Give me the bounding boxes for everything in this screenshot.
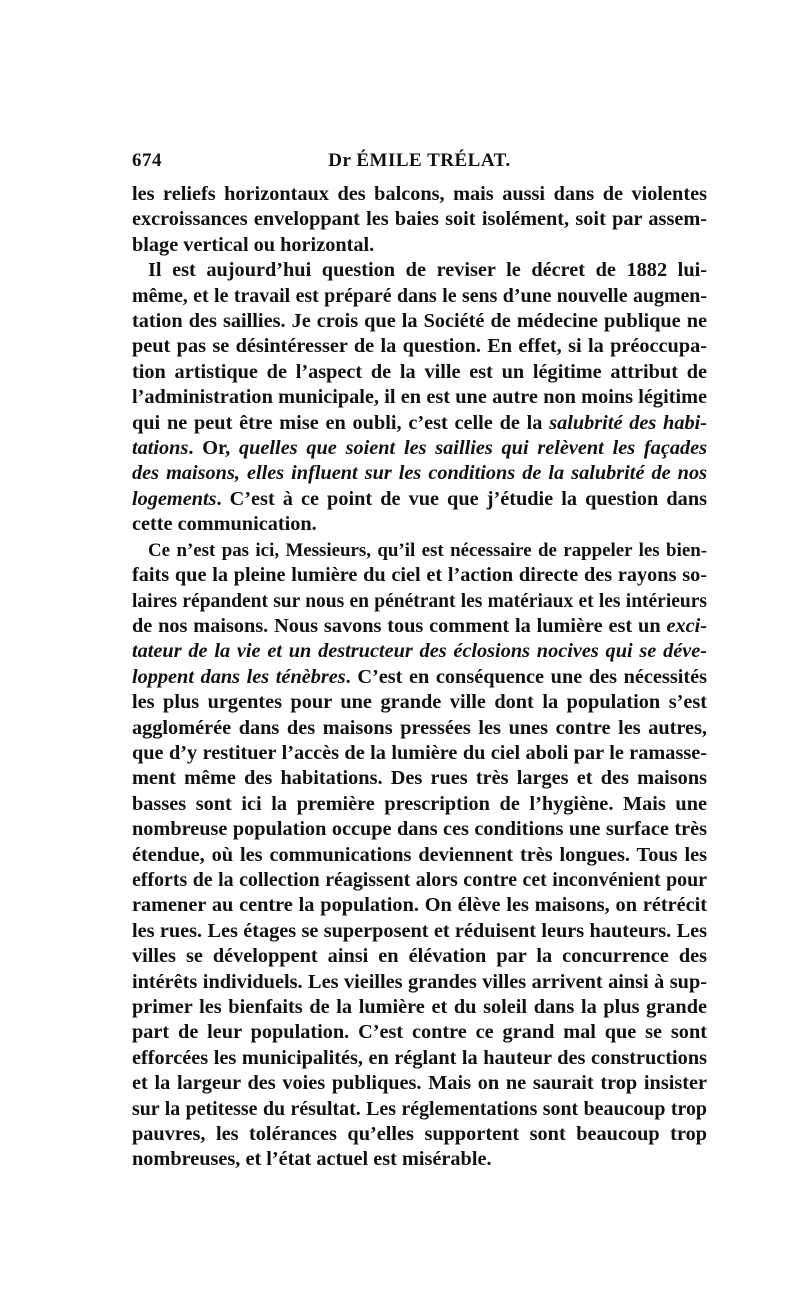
text-line: que d’y restituer l’accès de la lumière du ciel aboli par le ramasse- [132, 741, 707, 764]
text-line: qui ne peut être mise en oubli, c’est celle de la salubrité des habi- [132, 411, 707, 434]
text-line: Il est aujourd’hui question de reviser le décret de 1882 lui- [148, 259, 707, 282]
text-line: de nos maisons. Nous savons tous comment la lumière est un exci- [132, 614, 707, 637]
text-line: pauvres, les tolérances qu’elles supportent sont beaucoup trop [132, 1123, 707, 1146]
text-line: logements. C’est à ce point de vue que j’étudie la question dans [132, 487, 707, 510]
text-line: laires répandent sur nous en pénétrant les matériaux et les intérieurs [132, 590, 707, 612]
text-line: les plus urgentes pour une grande ville dont la population s’est [132, 691, 707, 714]
text-line: les rues. Les étages se superposent et réduisent leurs hauteurs. Les [132, 919, 707, 942]
text-line: même, et le travail est préparé dans le sens d’une nouvelle augmen- [132, 284, 707, 307]
text-line: peut pas se désintéresser de la question. En effet, si la préoccupa- [132, 335, 707, 358]
text-line: efforcées les municipalités, en réglant la hauteur des constructions [132, 1046, 707, 1069]
running-title: Dr ÉMILE TRÉLAT. [328, 150, 511, 171]
text-line: primer les bienfaits de la lumière et du soleil dans la plus grande [132, 996, 707, 1018]
text-line: étendue, où les communications deviennent très longues. Tous les [132, 843, 707, 866]
text-line: loppent dans les ténèbres. C’est en conséquence une des nécessités [132, 665, 707, 688]
text-line: Ce n’est pas ici, Messieurs, qu’il est nécessaire de rappeler les bien- [148, 539, 707, 561]
text-line: tation des saillies. Je crois que la Société de médecine publique ne [132, 310, 707, 333]
text-line: excroissances enveloppant les baies soit isolément, soit par assem- [132, 208, 707, 231]
text-line: les reliefs horizontaux des balcons, mais aussi dans de violentes [132, 183, 707, 205]
text-line: agglomérée dans des maisons pressées les unes contre les autres, [132, 716, 707, 739]
text-line: nombreuse population occupe dans ces conditions une surface très [132, 818, 707, 841]
text-line: efforts de la collection réagissent alors contre cet inconvénient pour [132, 868, 707, 891]
text-line: sur la petitesse du résultat. Les réglementations sont beaucoup trop [132, 1097, 707, 1120]
text-line: ment même des habitations. Des rues très larges et des maisons [132, 767, 707, 790]
text-line: basses sont ici la première prescription de l’hygiène. Mais une [132, 792, 707, 815]
page-number: 674 [132, 150, 162, 171]
text-line: blage vertical ou horizontal. [132, 233, 375, 256]
text-line: tateur de la vie et un destructeur des éclosions nocives qui se déve- [132, 640, 707, 663]
text-line: intérêts individuels. Les vieilles grandes villes arrivent ainsi à sup- [132, 970, 707, 993]
text-line: des maisons, elles influent sur les conditions de la salubrité de nos [132, 462, 707, 485]
text-line: cette communication. [132, 513, 317, 536]
text-line: tion artistique de l’aspect de la ville est un légitime attribut de [132, 360, 707, 383]
page-header [132, 150, 707, 180]
text-line: part de leur population. C’est contre ce grand mal que se sont [132, 1021, 707, 1044]
text-line: nombreuses, et l’état actuel est misérable. [132, 1148, 492, 1171]
text-line: ramener au centre la population. On élève les maisons, on rétrécit [132, 894, 707, 917]
text-line: villes se développent ainsi en élévation par la concurrence des [132, 945, 707, 968]
text-line: faits que la pleine lumière du ciel et l’action directe des rayons so- [132, 564, 707, 587]
body-text [132, 182, 707, 1173]
text-line: l’administration municipale, il en est une autre non moins légitime [132, 386, 707, 409]
text-line: et la largeur des voies publiques. Mais on ne saurait trop insister [132, 1072, 707, 1095]
text-line: tations. Or, quelles que soient les saillies qui relèvent les façades [132, 437, 707, 460]
